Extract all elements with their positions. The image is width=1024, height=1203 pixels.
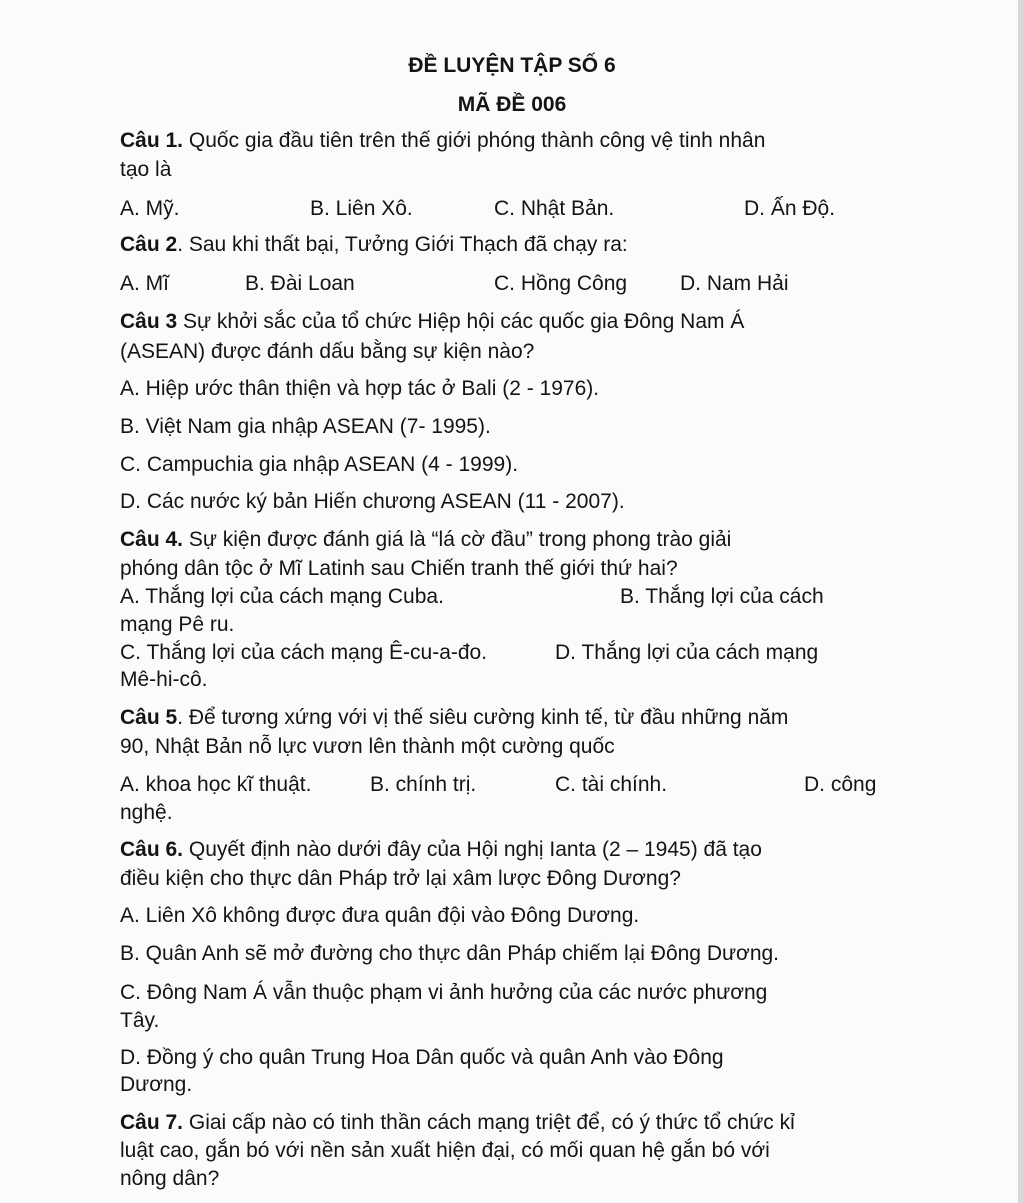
question-2-label: Câu 2 [120, 233, 178, 256]
question-4-label: Câu 4. [120, 528, 184, 551]
q2-option-c: C. Hồng Công [494, 272, 628, 295]
q6-option-c-cont: Tây. [120, 1009, 160, 1032]
question-2-text: . Sau khi thất bại, Tưởng Giới Thạch đã chạy ra: [177, 233, 628, 256]
q5-option-a: A. khoa học kĩ thuật. [120, 773, 312, 796]
question-5-text-cont: 90, Nhật Bản nỗ lực vươn lên thành một cường quốc [120, 735, 615, 758]
question-6-text: Quyết định nào dưới đây của Hội nghị Ianta (2 – 1945) đã tạo [183, 838, 762, 861]
question-2 [120, 232, 628, 258]
question-1 [120, 128, 765, 154]
question-3-text-cont: (ASEAN) được đánh dấu bằng sự kiện nào? [120, 340, 535, 363]
exam-title: ĐỀ LUYỆN TẬP SỐ 6 [408, 54, 616, 77]
question-4-text-cont: phóng dân tộc ở Mĩ Latinh sau Chiến tranh thế giới thứ hai? [120, 557, 678, 580]
q1-option-d: D. Ấn Độ. [744, 197, 836, 220]
question-1-text-cont: tạo là [120, 158, 172, 181]
question-7-label: Câu 7. [120, 1111, 184, 1134]
q1-option-b: B. Liên Xô. [310, 197, 413, 220]
question-4-text: Sự kiện được đánh giá là “lá cờ đầu” trong phong trào giải [183, 528, 732, 551]
q6-option-a: A. Liên Xô không được đưa quân đội vào Đông Dương. [120, 904, 640, 927]
q3-option-a: A. Hiệp ước thân thiện và hợp tác ở Bali (2 - 1976). [120, 377, 600, 400]
question-5-text: . Để tương xứng với vị thế siêu cường kinh tế, từ đầu những năm [177, 706, 789, 729]
question-1-label: Câu 1. [120, 129, 184, 152]
q3-option-b: B. Việt Nam gia nhập ASEAN (7- 1995). [120, 415, 491, 438]
q3-option-d: D. Các nước ký bản Hiến chương ASEAN (11 - 2007). [120, 490, 625, 513]
question-7-text: Giai cấp nào có tinh thần cách mạng triệt để, có ý thức tổ chức kỉ [183, 1111, 795, 1134]
q5-option-d: D. công [804, 773, 877, 796]
q4-option-d: D. Thắng lợi của cách mạng [555, 641, 819, 664]
q3-option-c: C. Campuchia gia nhập ASEAN (4 - 1999). [120, 453, 519, 476]
question-5 [120, 705, 788, 731]
question-6-text-cont: điều kiện cho thực dân Pháp trở lại xâm lược Đông Dương? [120, 867, 681, 890]
q1-option-c: C. Nhật Bản. [494, 197, 615, 220]
question-3-label: Câu 3 [120, 310, 178, 333]
q6-option-d-cont: Dương. [120, 1073, 193, 1096]
q2-option-b: B. Đài Loan [245, 272, 355, 295]
question-6-label: Câu 6. [120, 838, 184, 861]
q6-option-c: C. Đông Nam Á vẫn thuộc phạm vi ảnh hưởng của các nước phương [120, 981, 768, 1004]
q2-option-d: D. Nam Hải [680, 272, 789, 295]
q4-option-a: A. Thắng lợi của cách mạng Cuba. [120, 585, 444, 608]
q4-option-c: C. Thắng lợi của cách mạng Ê-cu-a-đo. [120, 641, 488, 664]
q6-option-d: D. Đồng ý cho quân Trung Hoa Dân quốc và quân Anh vào Đông [120, 1046, 724, 1069]
q4-option-d-cont: Mê-hi-cô. [120, 668, 208, 691]
q5-option-c: C. tài chính. [555, 773, 668, 796]
page-edge-shadow [1018, 0, 1024, 1203]
question-1-text: Quốc gia đầu tiên trên thế giới phóng thành công vệ tinh nhân [183, 129, 766, 152]
question-6 [120, 837, 762, 863]
q5-option-b: B. chính trị. [370, 773, 477, 796]
q4-option-b: B. Thắng lợi của cách [620, 585, 824, 608]
question-7 [120, 1110, 795, 1136]
q6-option-b: B. Quân Anh sẽ mở đường cho thực dân Pháp chiếm lại Đông Dương. [120, 942, 780, 965]
question-4 [120, 527, 731, 553]
question-7-text-cont-2: nông dân? [120, 1167, 220, 1190]
question-7-text-cont: luật cao, gắn bó với nền sản xuất hiện đại, có mối quan hệ gắn bó với [120, 1139, 770, 1162]
exam-code: MÃ ĐỀ 006 [457, 93, 567, 116]
question-3 [120, 309, 744, 335]
q4-option-b-cont: mạng Pê ru. [120, 613, 235, 636]
q2-option-a: A. Mĩ [120, 272, 170, 295]
question-5-label: Câu 5 [120, 706, 178, 729]
q5-option-d-cont: nghệ. [120, 801, 173, 824]
q1-option-a: A. Mỹ. [120, 197, 180, 220]
question-3-text: Sự khởi sắc của tổ chức Hiệp hội các quốc gia Đông Nam Á [177, 310, 745, 333]
